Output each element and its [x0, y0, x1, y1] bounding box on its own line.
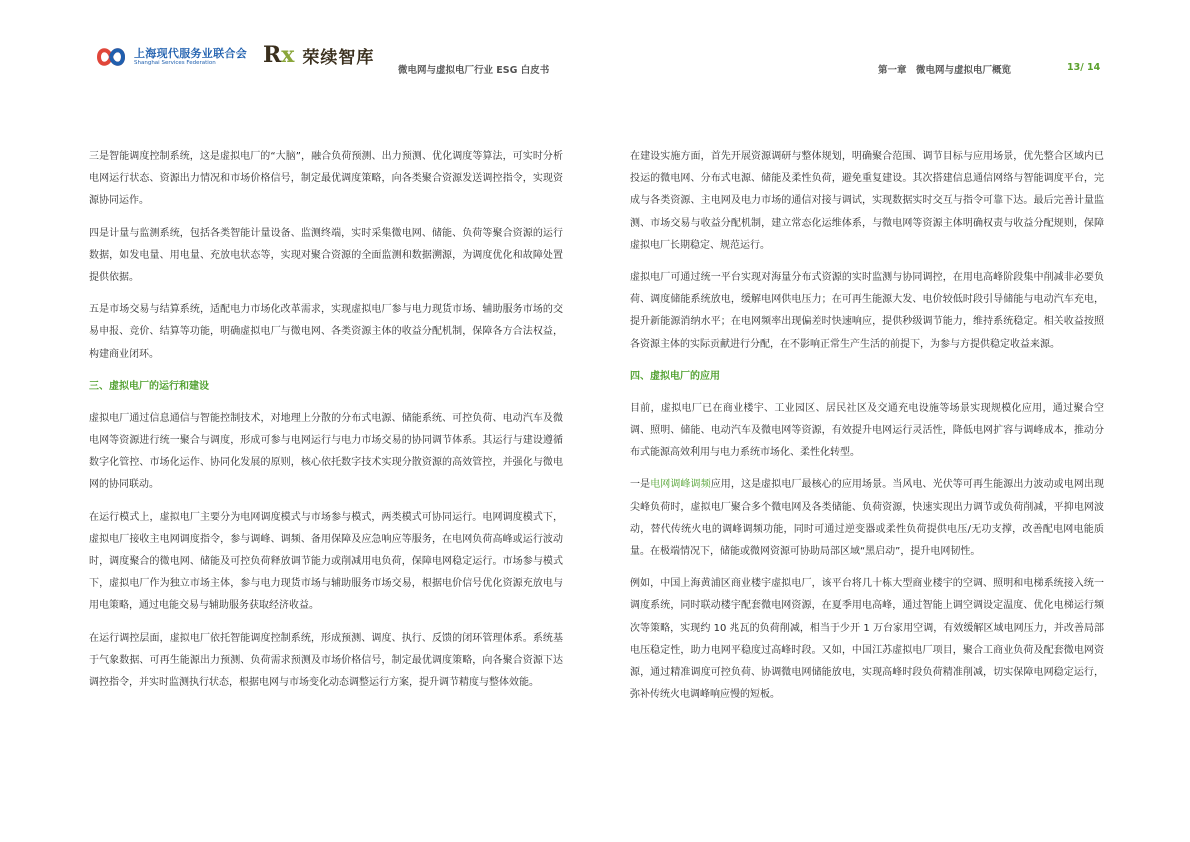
highlighted-term: 电网调峰调频 — [650, 479, 711, 491]
page-header — [0, 0, 1190, 100]
section-heading: 三、虚拟电厂的运行和建设 — [89, 380, 209, 392]
left-column — [89, 146, 563, 704]
section-heading: 四、虚拟电厂的应用 — [630, 370, 720, 382]
paragraph: 目前，虚拟电厂已在商业楼宇、工业园区、居民社区及交通充电设施等场景实现规模化应用，通过聚合空调、照明、储能、电动汽车及微电网等资源，有效提升电网运行灵活性，降低电网扩容与调峰成本，推动分布式能源高效利用与电力系统市场化、柔性化转型。 — [630, 402, 1104, 459]
paragraph: 五是市场交易与结算系统，适配电力市场化改革需求，实现虚拟电厂参与电力现货市场、辅助服务市场的交易申报、竞价、结算等功能，明确虚拟电厂与微电网、各类资源主体的收益分配机制，保障各方合法权益，构建商业闭环。 — [89, 304, 563, 360]
paragraph: 在运行调控层面，虚拟电厂依托智能调度控制系统，形成预测、调度、执行、反馈的闭环管理体系。系统基于气象数据、可再生能源出力预测、负荷需求预测及市场价格信号，制定最优调度策略，向各聚合资源下达调控指令，并实时监测执行状态，根据电网与市场变化动态调整运行方案，提升调节精度与整体效能。 — [89, 632, 563, 689]
page-number: 13/ 14 — [1067, 62, 1101, 73]
ssf-logo — [94, 45, 247, 69]
ssf-name-en: Shanghai Services Federation — [134, 60, 216, 66]
paragraph: 在运行模式上，虚拟电厂主要分为电网调度模式与市场参与模式，两类模式可协同运行。电网调度模式下，虚拟电厂接收主电网调度指令，参与调峰、调频、备用保障及应急响应等服务，在电网负荷高峰或运行波动时，调度聚合的微电网、储能及可控负荷释放调节能力或削减用电负荷，保障电网稳定运行。市场参与模式下，虚拟电厂作为独立市场主体，参与电力现货市场与辅助服务市场交易，根据电价信号优化资源充放电与用电策略，通过电能交易与辅助服务获取经济收益。 — [89, 511, 563, 612]
chapter-title: 第一章 微电网与虚拟电厂概览 — [878, 65, 1012, 76]
paragraph — [630, 474, 1104, 563]
ssf-name-cn: 上海现代服务业联合会 — [134, 47, 247, 60]
right-column — [630, 146, 1104, 716]
paragraph-lead: 一是 — [630, 479, 651, 491]
rongxu-logo — [263, 42, 374, 68]
paragraph: 虚拟电厂通过信息通信与智能控制技术，对地理上分散的分布式电源、储能系统、可控负荷、电动汽车及微电网等资源进行统一聚合与调度，形成可参与电网运行与电力市场交易的协同调节体系。其运行与建设遵循数字化管控、市场化运作、协同化发展的原则，核心依托数字技术实现分散资源的高效管控，并强化与微电网的协同联动。 — [89, 412, 563, 491]
document-title: 微电网与虚拟电厂行业 ESG 白皮书 — [398, 65, 550, 76]
rongxu-name: 荣续智库 — [302, 47, 375, 68]
paragraph: 三是智能调度控制系统，这是虚拟电厂的“大脑”，融合负荷预测、出力预测、优化调度等算法，可实时分析电网运行状态、资源出力情况和市场价格信号，制定最优调度策略，向各类聚合资源发送调控指令，实现资源协同运作。 — [89, 151, 563, 207]
paragraph: 例如，中国上海黄浦区商业楼宇虚拟电厂，该平台将几十栋大型商业楼宇的空调、照明和电梯系统接入统一调度系统，同时联动楼宇配套微电网资源，在夏季用电高峰，通过智能上调空调设定温度、优化电梯运行频次等策略，实现约 10 兆瓦的负荷削减，相当于少开 1 万台家用空调，有效缓解区域电网压力，并改善局部电压稳定性，助力电网平稳度过高峰时段。又如，中国江苏虚拟电厂项目，聚合工商业负荷及配套微电网资源，通过精准调度可控负荷、协调微电网储能放电，实现高峰时段负荷精准削减，切实保障电网稳定运行，弥补传统火电调峰响应慢的短板。 — [630, 578, 1104, 701]
ssf-logo-icon — [94, 45, 128, 69]
paragraph-body: 应用，这是虚拟电厂最核心的应用场景。当风电、光伏等可再生能源出力波动或电网出现尖峰负荷时，虚拟电厂聚合多个微电网及各类储能、负荷资源，快速实现出力调节或负荷削减，平抑电网波动，替代传统火电的调峰调频功能，同时可通过逆变器或柔性负荷提供电压/无功支撑，改善配电网电能质量。在极端情况下，储能或微网资源可协助局部区域“黑启动”，提升电网韧性。 — [630, 479, 1105, 558]
paragraph: 四是计量与监测系统，包括各类智能计量设备、监测终端，实时采集微电网、储能、负荷等聚合资源的运行数据，如发电量、用电量、充放电状态等，实现对聚合资源的全面监测和数据溯源，为调度优化和故障处置提供依据。 — [89, 227, 563, 284]
paragraph: 在建设实施方面，首先开展资源调研与整体规划，明确聚合范围、调节目标与应用场景，优先整合区域内已投运的微电网、分布式电源、储能及柔性负荷，避免重复建设。其次搭建信息通信网络与智能调度平台，完成与各类资源、主电网及电力市场的通信对接与调试，实现数据实时交互与指令可靠下达。最后完善计量监测、市场交易与收益分配机制，建立常态化运维体系，与微电网等资源主体明确权责与收益分配规则，保障虚拟电厂长期稳定、规范运行。 — [630, 151, 1104, 251]
rongxu-logo-icon: Rx — [263, 42, 295, 68]
paragraph: 虚拟电厂可通过统一平台实现对海量分布式资源的实时监测与协同调控，在用电高峰阶段集中削减非必要负荷、调度储能系统放电，缓解电网供电压力；在可再生能源大发、电价较低时段引导储能与电动汽车充电，提升新能源消纳水平；在电网频率出现偏差时快速响应，提供秒级调节能力，维持系统稳定。相关收益按照各资源主体的实际贡献进行分配，在不影响正常生产生活的前提下，为参与方提供稳定收益来源。 — [630, 272, 1104, 350]
